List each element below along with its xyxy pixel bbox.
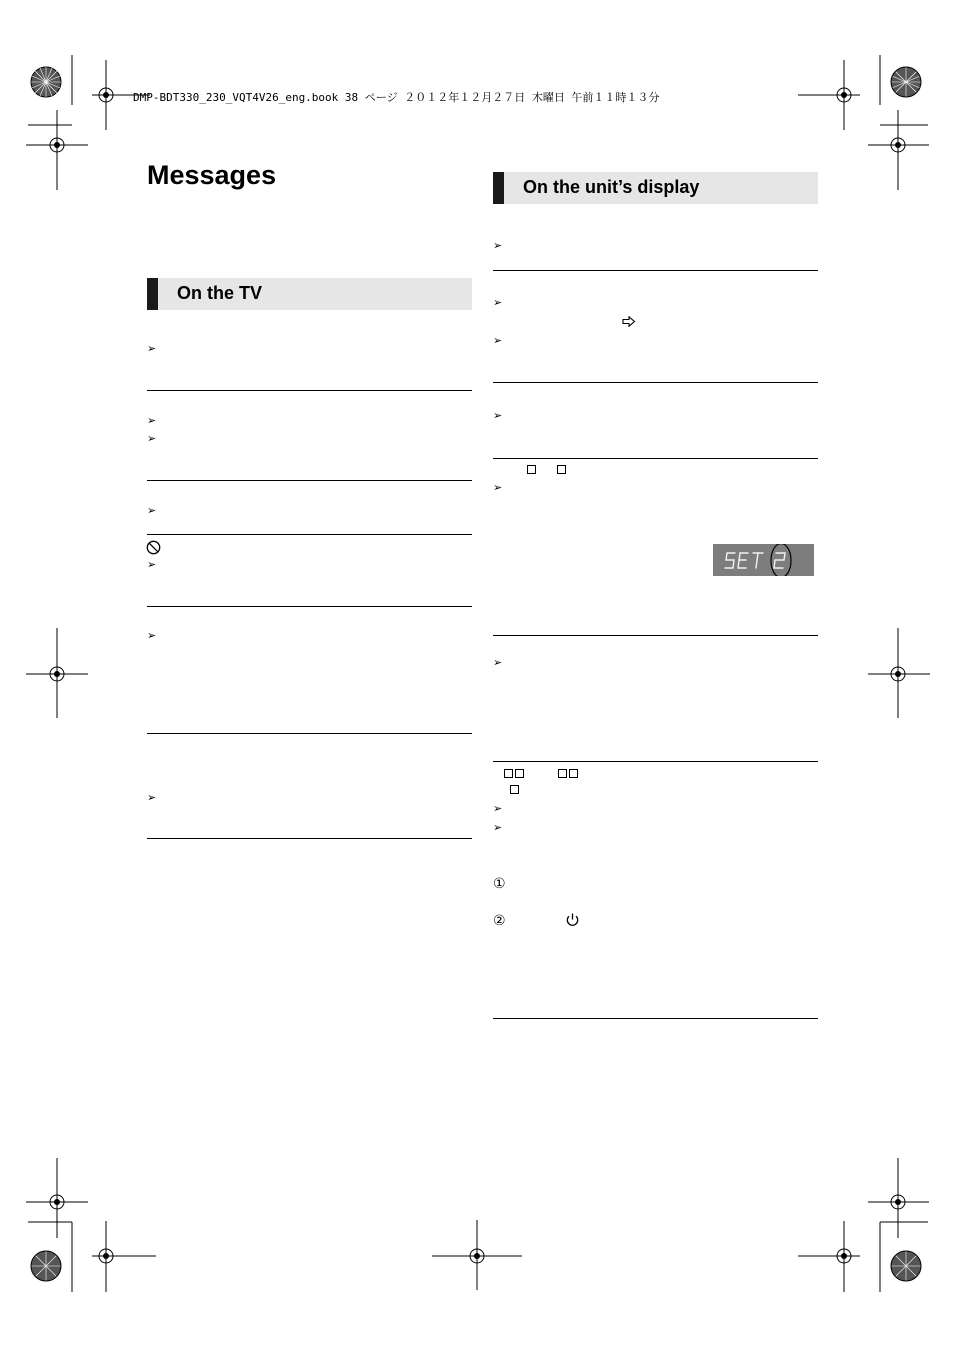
registration-wheel-icon [31,1251,61,1281]
print-header: DMP-BDT330_230_VQT4V26_eng.book 38 ページ ２０１２年１２月２７日 木曜日 午前１１時１３分 [133,91,660,104]
divider [493,270,818,271]
divider [493,382,818,383]
bullet-arrow-icon: ➢ [493,409,503,422]
registration-wheel-icon [891,1251,921,1281]
heading-bar [147,278,158,310]
bullet-arrow-icon: ➢ [493,656,503,669]
bullet-arrow-icon: ➢ [147,629,157,642]
divider [147,606,472,607]
step-two-icon: ② [493,913,506,929]
step-one-icon: ① [493,876,506,892]
bullet-arrow-icon: ➢ [493,821,503,834]
prohibited-icon [146,540,161,555]
bullet-arrow-icon: ➢ [147,504,157,517]
section-heading-tv-label: On the TV [177,283,262,303]
crop-mark-middle-left [26,628,96,718]
bullet-arrow-icon: ➢ [493,239,503,252]
bullet-arrow-icon: ➢ [147,432,157,445]
divider [493,1018,818,1019]
registration-wheel-icon [891,67,921,97]
bullet-arrow-icon: ➢ [493,296,503,309]
placeholder-digit-box [504,769,513,778]
divider [147,534,472,535]
placeholder-digit-box [569,769,578,778]
crop-mark-bottom-left [26,1158,176,1298]
reference-arrow-icon [622,316,636,327]
placeholder-digit-box [515,769,524,778]
placeholder-digit-box [558,769,567,778]
crop-mark-bottom-right [796,1158,931,1298]
divider [147,733,472,734]
bullet-arrow-icon: ➢ [147,414,157,427]
divider [147,390,472,391]
divider [493,761,818,762]
placeholder-digit-box [510,785,519,794]
power-icon [565,912,580,927]
lcd-readout-icon [713,544,814,576]
crop-mark-bottom-center [432,1220,522,1295]
page-title: Messages [147,160,277,190]
section-heading-tv [147,278,472,310]
bullet-arrow-icon: ➢ [493,334,503,347]
divider [493,458,818,459]
bullet-arrow-icon: ➢ [147,342,157,355]
placeholder-digit-box [527,465,536,474]
crop-mark-middle-right [866,628,936,718]
divider [493,635,818,636]
unit-display-sample [713,544,814,576]
section-heading-unit-display [493,172,818,204]
divider [147,480,472,481]
registration-wheel-icon [31,67,61,97]
divider [147,838,472,839]
heading-bar [493,172,504,204]
bullet-arrow-icon: ➢ [147,791,157,804]
bullet-arrow-icon: ➢ [493,481,503,494]
section-heading-unit-display-label: On the unit’s display [523,177,700,197]
placeholder-digit-box [557,465,566,474]
bullet-arrow-icon: ➢ [147,558,157,571]
bullet-arrow-icon: ➢ [493,802,503,815]
